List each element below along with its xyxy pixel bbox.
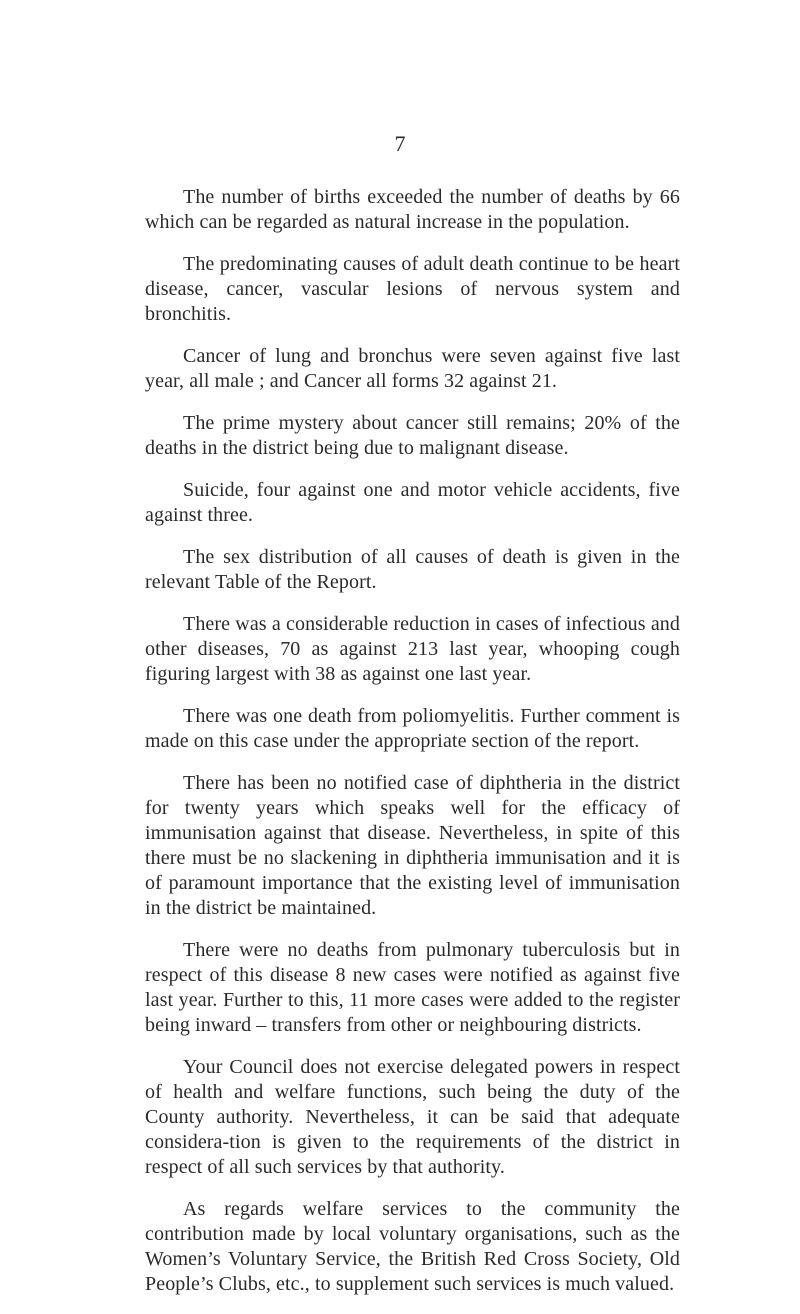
- paragraph-tuberculosis: There were no deaths from pulmonary tuberculosis but in respect of this disease 8 new cases were notified as against five last year. Further to this, 11 more cases were added to the register being inward – transfers from other or neighbouring districts.: [145, 939, 680, 1036]
- paragraph-diphtheria: There has been no notified case of diphtheria in the district for twenty years which speaks well for the efficacy of immunisation against that disease. Nevertheless, in spite of this there must be no slackening in diphtheria immunisation and it is of paramount importance that the existing level of immunisation in the district be maintained.: [145, 772, 680, 919]
- paragraph-cancer-mystery: The prime mystery about cancer still remains; 20% of the deaths in the district being due to malignant disease.: [145, 412, 680, 459]
- paragraph-lung-cancer: Cancer of lung and bronchus were seven against five last year, all male ; and Cancer all forms 32 against 21.: [145, 345, 680, 392]
- body-text: [145, 185, 680, 1314]
- paragraph-council-powers: Your Council does not exercise delegated powers in respect of health and welfare functions, such being the duty of the County authority. Nevertheless, it can be said that adequate considera-tion is given to the requirements of the district in respect of all such services by that authority.: [145, 1056, 680, 1178]
- paragraph-infectious-diseases: There was a considerable reduction in cases of infectious and other diseases, 70 as against 213 last year, whooping cough figuring largest with 38 as against one last year.: [145, 613, 680, 685]
- paragraph-welfare-services: As regards welfare services to the community the contribution made by local voluntary organisations, such as the Women’s Voluntary Service, the British Red Cross Society, Old People’s Clubs, etc., to supplement such services is much valued.: [145, 1198, 680, 1295]
- page-number: 7: [394, 131, 406, 156]
- paragraph-natural-increase: The number of births exceeded the number of deaths by 66 which can be regarded as natural increase in the population.: [145, 186, 680, 233]
- paragraph-poliomyelitis: There was one death from poliomyelitis. Further comment is made on this case under the appropriate section of the report.: [145, 705, 680, 752]
- paragraph-causes-of-death: The predominating causes of adult death continue to be heart disease, cancer, vascular lesions of nervous system and bronchitis.: [145, 253, 680, 325]
- paragraph-sex-distribution: The sex distribution of all causes of death is given in the relevant Table of the Report.: [145, 546, 680, 593]
- paragraph-suicide-accidents: Suicide, four against one and motor vehicle accidents, five against three.: [145, 479, 680, 526]
